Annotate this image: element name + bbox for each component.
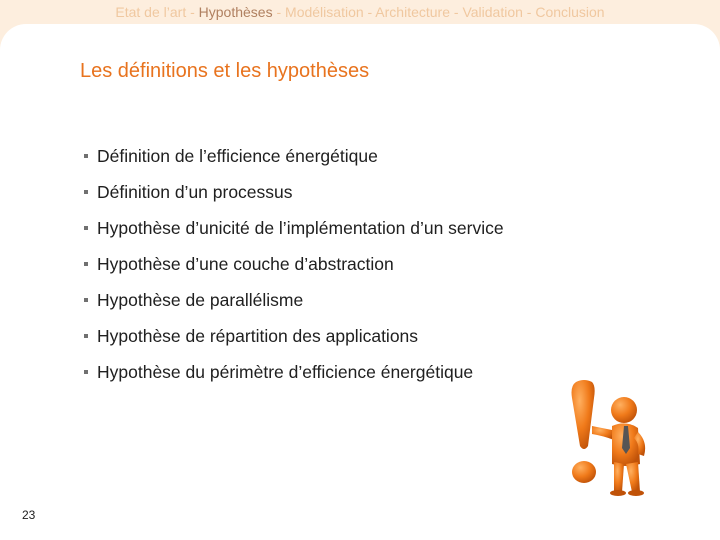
bullet-text: Hypothèse d’une couche d’abstraction <box>97 253 394 274</box>
bullet-icon <box>84 334 88 338</box>
list-item <box>84 246 504 282</box>
list-item <box>84 318 504 354</box>
bullet-icon <box>84 262 88 266</box>
bullet-text: Hypothèse d’unicité de l’implémentation d’un service <box>97 217 504 238</box>
bullet-icon <box>84 190 88 194</box>
bullet-text: Hypothèse du périmètre d’efficience énergétique <box>97 361 474 382</box>
list-item <box>84 210 504 246</box>
bullet-icon <box>84 298 88 302</box>
bullet-text: Hypothèse de parallélisme <box>97 289 304 310</box>
list-item <box>84 138 504 174</box>
list-item <box>84 354 504 390</box>
bullet-list <box>84 138 504 390</box>
bullet-icon <box>84 154 88 158</box>
bullet-text: Hypothèse de répartition des applications <box>97 325 419 346</box>
page-number: 23 <box>22 508 36 522</box>
list-item <box>84 282 504 318</box>
list-item <box>84 174 504 210</box>
nav-next-sections[interactable]: - Modélisation - Architecture - Validation - Conclusion <box>272 4 605 20</box>
nav-current-section[interactable]: Hypothèses <box>198 4 273 20</box>
bullet-text: Définition d’un processus <box>97 181 293 202</box>
bullet-text: Définition de l’efficience énergétique <box>97 145 378 166</box>
bullet-icon <box>84 226 88 230</box>
slide-title: Les définitions et les hypothèses <box>80 60 370 82</box>
section-navigation <box>0 4 720 20</box>
exclamation-figure-icon <box>548 372 668 498</box>
nav-previous-sections[interactable]: Etat de l’art - <box>115 4 199 20</box>
bullet-icon <box>84 370 88 374</box>
